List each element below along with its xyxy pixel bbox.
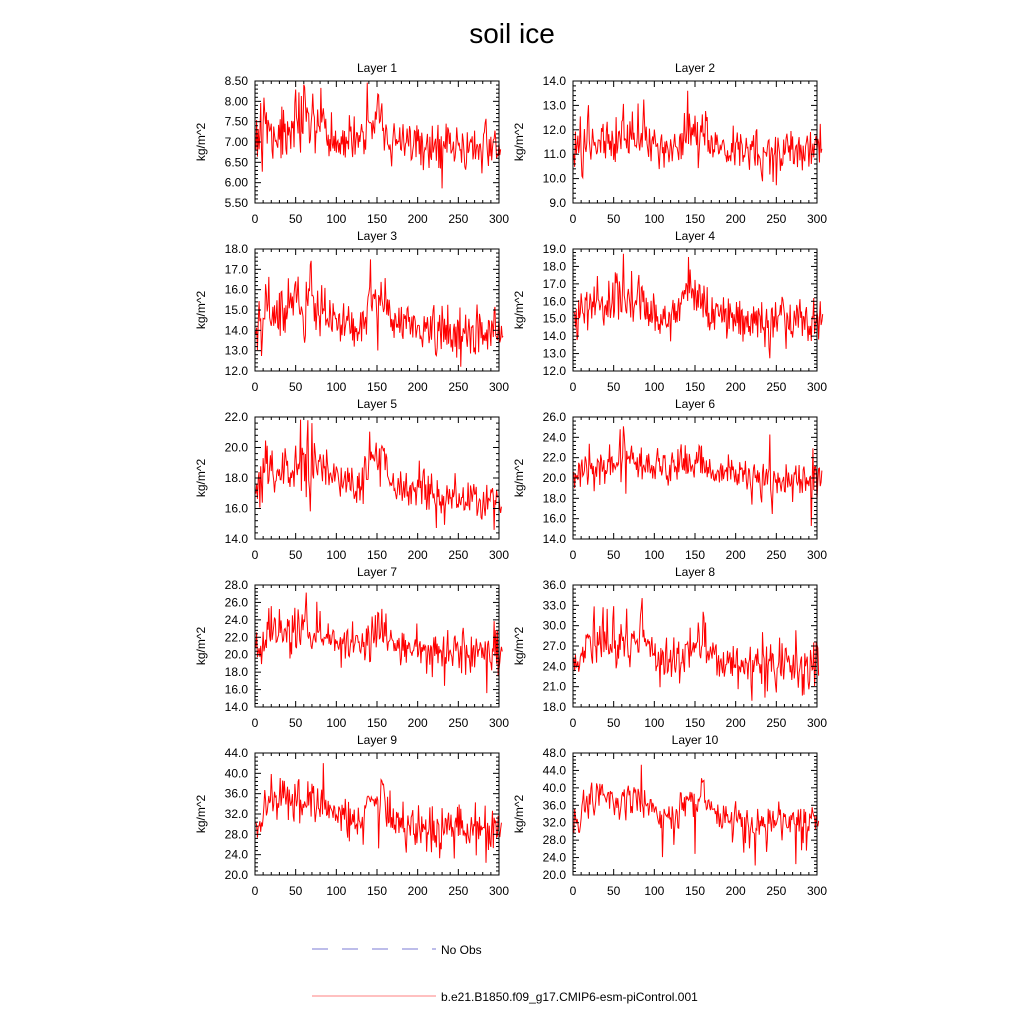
x-tick-label-layer-7-5: 250 (448, 716, 469, 730)
series-line-layer-6 (574, 426, 822, 526)
y-tick-label-layer-4-1: 13.0 (542, 346, 566, 361)
x-tick-label-layer-5-2: 100 (326, 548, 347, 562)
y-axis-label-layer-5: kg/m^2 (194, 458, 208, 498)
y-axis-label-layer-4: kg/m^2 (512, 290, 526, 330)
plot-frame-layer-9 (255, 753, 499, 875)
x-tick-label-layer-4-6: 300 (806, 380, 828, 394)
x-tick-label-layer-1-1: 50 (288, 212, 303, 226)
x-tick-label-layer-4-3: 150 (684, 380, 706, 394)
legend-item-no-obs (312, 943, 482, 957)
x-tick-label-layer-10-5: 250 (766, 884, 787, 898)
panel-title-layer-2: Layer 2 (674, 61, 716, 75)
series-line-layer-2 (574, 91, 822, 185)
y-tick-label-layer-8-5: 33.0 (542, 598, 566, 613)
x-tick-label-layer-5-0: 0 (251, 548, 259, 562)
legend-label-no-obs: No Obs (441, 943, 482, 957)
x-tick-label-layer-3-4: 200 (407, 380, 428, 394)
y-tick-label-layer-3-3: 15.0 (224, 303, 248, 317)
x-tick-label-layer-1-3: 150 (366, 212, 388, 226)
y-tick-label-layer-4-3: 15.0 (542, 311, 566, 326)
x-tick-label-layer-9-0: 0 (251, 884, 259, 898)
x-tick-label-layer-5-5: 250 (448, 548, 469, 562)
x-tick-label-layer-10-3: 150 (684, 884, 706, 898)
x-tick-label-layer-1-0: 0 (251, 212, 259, 226)
x-tick-label-layer-5-6: 300 (488, 548, 510, 562)
x-tick-label-layer-3-0: 0 (251, 380, 259, 394)
series-line-layer-4 (574, 254, 823, 359)
y-tick-label-layer-3-1: 13.0 (224, 343, 248, 358)
y-tick-label-layer-10-1: 24.0 (542, 850, 566, 865)
y-tick-label-layer-2-4: 13.0 (542, 98, 566, 113)
x-tick-label-layer-10-6: 300 (806, 884, 828, 898)
y-tick-label-layer-8-1: 21.0 (542, 679, 566, 694)
y-tick-label-layer-10-6: 44.0 (542, 763, 566, 778)
x-tick-label-layer-7-4: 200 (407, 716, 428, 730)
x-tick-label-layer-10-1: 50 (606, 884, 621, 898)
x-tick-label-layer-3-3: 150 (366, 380, 388, 394)
y-axis-label-layer-8: kg/m^2 (512, 626, 526, 666)
panel-layer-4 (512, 229, 827, 394)
y-tick-label-layer-4-7: 19.0 (542, 242, 566, 256)
x-tick-label-layer-6-1: 50 (606, 548, 621, 562)
y-tick-label-layer-5-0: 14.0 (224, 532, 248, 546)
x-tick-label-layer-8-2: 100 (644, 716, 665, 730)
series-line-layer-8 (574, 598, 819, 701)
y-tick-label-layer-9-2: 28.0 (224, 827, 248, 842)
y-tick-label-layer-1-5: 8.00 (224, 94, 248, 109)
y-tick-label-layer-5-2: 18.0 (224, 471, 248, 485)
panel-title-layer-6: Layer 6 (674, 397, 716, 411)
series-line-layer-5 (256, 420, 502, 530)
y-tick-label-layer-5-4: 22.0 (224, 410, 248, 424)
y-tick-label-layer-4-4: 16.0 (542, 294, 566, 309)
y-tick-label-layer-10-3: 32.0 (542, 815, 566, 830)
y-tick-label-layer-2-0: 9.0 (549, 196, 566, 210)
y-axis-label-layer-1: kg/m^2 (194, 122, 208, 162)
y-axis-label-layer-3: kg/m^2 (194, 290, 208, 330)
x-tick-label-layer-2-0: 0 (569, 212, 577, 226)
x-tick-label-layer-8-5: 250 (766, 716, 787, 730)
y-axis-label-layer-6: kg/m^2 (512, 458, 526, 498)
series-line-layer-7 (256, 593, 502, 694)
y-tick-label-layer-7-5: 24.0 (224, 612, 248, 627)
y-tick-label-layer-6-5: 24.0 (542, 430, 566, 445)
series-line-layer-10 (574, 765, 819, 866)
panel-title-layer-5: Layer 5 (356, 397, 398, 411)
panel-layer-3 (194, 229, 509, 394)
x-tick-label-layer-10-4: 200 (725, 884, 746, 898)
y-tick-label-layer-8-2: 24.0 (542, 659, 566, 674)
x-tick-label-layer-2-6: 300 (806, 212, 828, 226)
x-tick-label-layer-3-2: 100 (326, 380, 347, 394)
y-tick-label-layer-7-4: 22.0 (224, 630, 248, 645)
y-tick-label-layer-3-6: 18.0 (224, 242, 248, 256)
x-tick-label-layer-1-2: 100 (326, 212, 347, 226)
x-tick-label-layer-5-4: 200 (407, 548, 428, 562)
x-tick-label-layer-3-1: 50 (288, 380, 303, 394)
y-tick-label-layer-3-0: 12.0 (224, 364, 248, 378)
x-tick-label-layer-9-2: 100 (326, 884, 347, 898)
y-tick-label-layer-2-1: 10.0 (542, 171, 566, 186)
y-tick-label-layer-1-3: 7.00 (224, 135, 248, 149)
panel-layer-2 (512, 61, 827, 226)
panel-layer-6 (512, 397, 827, 562)
x-tick-label-layer-2-5: 250 (766, 212, 787, 226)
x-tick-label-layer-7-0: 0 (251, 716, 259, 730)
y-tick-label-layer-2-2: 11.0 (543, 147, 566, 162)
x-tick-label-layer-3-6: 300 (488, 380, 510, 394)
x-tick-label-layer-9-6: 300 (488, 884, 510, 898)
x-tick-label-layer-8-1: 50 (606, 716, 621, 730)
y-tick-label-layer-2-5: 14.0 (542, 74, 566, 88)
x-tick-label-layer-4-4: 200 (725, 380, 746, 394)
y-tick-label-layer-6-6: 26.0 (542, 410, 566, 424)
x-tick-label-layer-4-0: 0 (569, 380, 577, 394)
y-tick-label-layer-9-1: 24.0 (224, 847, 248, 862)
y-tick-label-layer-9-4: 36.0 (224, 786, 248, 801)
legend (312, 943, 698, 1004)
x-tick-label-layer-4-2: 100 (644, 380, 665, 394)
y-tick-label-layer-7-1: 16.0 (224, 682, 248, 697)
legend-label-model-run: b.e21.B1850.f09_g17.CMIP6-esm-piControl.001 (441, 990, 698, 1004)
x-tick-label-layer-6-0: 0 (569, 548, 577, 562)
y-tick-label-layer-3-2: 14.0 (224, 323, 248, 338)
x-tick-label-layer-9-3: 150 (366, 884, 388, 898)
x-tick-label-layer-2-2: 100 (644, 212, 665, 226)
y-tick-label-layer-10-4: 36.0 (542, 798, 566, 813)
y-tick-label-layer-6-1: 16.0 (542, 511, 566, 526)
x-tick-label-layer-9-5: 250 (448, 884, 469, 898)
figure-title: soil ice (469, 18, 555, 49)
x-tick-label-layer-1-4: 200 (407, 212, 428, 226)
y-tick-label-layer-6-4: 22.0 (542, 450, 566, 465)
y-tick-label-layer-6-2: 18.0 (542, 491, 566, 506)
x-tick-label-layer-6-5: 250 (766, 548, 787, 562)
x-tick-label-layer-7-2: 100 (326, 716, 347, 730)
x-tick-label-layer-3-5: 250 (448, 380, 469, 394)
y-tick-label-layer-1-1: 6.00 (224, 175, 248, 190)
y-tick-label-layer-7-0: 14.0 (224, 700, 248, 714)
y-axis-label-layer-7: kg/m^2 (194, 626, 208, 666)
series-line-layer-9 (256, 763, 502, 863)
panel-title-layer-3: Layer 3 (356, 229, 398, 243)
x-tick-label-layer-7-3: 150 (366, 716, 388, 730)
panel-title-layer-10: Layer 10 (671, 733, 719, 747)
y-tick-label-layer-7-3: 20.0 (224, 647, 248, 662)
y-tick-label-layer-9-5: 40.0 (224, 766, 248, 781)
y-tick-label-layer-10-0: 20.0 (542, 868, 566, 882)
y-tick-label-layer-3-4: 16.0 (224, 282, 248, 297)
x-tick-label-layer-8-6: 300 (806, 716, 828, 730)
y-tick-label-layer-4-0: 12.0 (542, 364, 566, 378)
y-axis-label-layer-2: kg/m^2 (512, 122, 526, 162)
y-tick-label-layer-1-4: 7.50 (224, 114, 248, 129)
y-tick-label-layer-5-1: 16.0 (224, 501, 248, 516)
panel-layer-5 (194, 397, 509, 562)
y-tick-label-layer-8-3: 27.0 (542, 639, 566, 653)
x-tick-label-layer-6-6: 300 (806, 548, 828, 562)
y-tick-label-layer-1-0: 5.50 (224, 196, 248, 210)
panel-title-layer-7: Layer 7 (356, 565, 398, 579)
x-tick-label-layer-8-0: 0 (569, 716, 577, 730)
panel-layer-1 (194, 61, 509, 226)
panel-title-layer-4: Layer 4 (674, 229, 716, 243)
x-tick-label-layer-2-1: 50 (606, 212, 621, 226)
x-tick-label-layer-2-3: 150 (684, 212, 706, 226)
series-line-layer-3 (256, 259, 503, 366)
y-tick-label-layer-5-3: 20.0 (224, 440, 248, 455)
x-tick-label-layer-4-1: 50 (606, 380, 621, 394)
x-tick-label-layer-10-2: 100 (644, 884, 665, 898)
panel-grid (194, 61, 827, 898)
y-tick-label-layer-9-0: 20.0 (224, 868, 248, 882)
y-tick-label-layer-8-6: 36.0 (542, 578, 566, 592)
y-tick-label-layer-1-6: 8.50 (224, 74, 248, 88)
x-tick-label-layer-6-3: 150 (684, 548, 706, 562)
x-tick-label-layer-7-6: 300 (488, 716, 510, 730)
x-tick-label-layer-6-2: 100 (644, 548, 665, 562)
x-tick-label-layer-5-3: 150 (366, 548, 388, 562)
x-tick-label-layer-8-3: 150 (684, 716, 706, 730)
panel-layer-10 (512, 733, 827, 898)
panel-title-layer-8: Layer 8 (674, 565, 716, 579)
panel-layer-7 (194, 565, 509, 730)
y-tick-label-layer-3-5: 17.0 (224, 262, 248, 277)
y-tick-label-layer-4-2: 14.0 (542, 329, 566, 344)
y-tick-label-layer-4-6: 18.0 (542, 259, 566, 274)
y-tick-label-layer-2-3: 12.0 (542, 122, 566, 137)
y-axis-label-layer-10: kg/m^2 (512, 794, 526, 834)
y-tick-label-layer-9-6: 44.0 (224, 746, 248, 760)
y-axis-label-layer-9: kg/m^2 (194, 794, 208, 834)
x-tick-label-layer-9-1: 50 (288, 884, 303, 898)
x-tick-label-layer-9-4: 200 (407, 884, 428, 898)
panel-layer-8 (512, 565, 827, 730)
y-tick-label-layer-10-2: 28.0 (542, 833, 566, 848)
y-tick-label-layer-7-2: 18.0 (224, 665, 248, 680)
y-tick-label-layer-10-7: 48.0 (542, 746, 566, 760)
x-tick-label-layer-5-1: 50 (288, 548, 303, 562)
x-tick-label-layer-1-6: 300 (488, 212, 510, 226)
x-tick-label-layer-2-4: 200 (725, 212, 746, 226)
legend-item-model-run (312, 990, 698, 1004)
y-tick-label-layer-8-4: 30.0 (542, 618, 566, 633)
x-tick-label-layer-4-5: 250 (766, 380, 787, 394)
y-tick-label-layer-9-3: 32.0 (224, 807, 248, 821)
x-tick-label-layer-6-4: 200 (725, 548, 746, 562)
y-tick-label-layer-7-7: 28.0 (224, 578, 248, 592)
panel-title-layer-9: Layer 9 (356, 733, 398, 747)
y-tick-label-layer-10-5: 40.0 (542, 780, 566, 795)
y-tick-label-layer-6-3: 20.0 (542, 471, 566, 485)
y-tick-label-layer-1-2: 6.50 (224, 155, 248, 170)
y-tick-label-layer-4-5: 17.0 (542, 276, 566, 291)
y-tick-label-layer-7-6: 26.0 (224, 595, 248, 610)
x-tick-label-layer-8-4: 200 (725, 716, 746, 730)
y-tick-label-layer-8-0: 18.0 (542, 700, 566, 714)
panel-layer-9 (194, 733, 509, 898)
series-line-layer-1 (256, 83, 501, 189)
panel-title-layer-1: Layer 1 (356, 61, 398, 75)
y-tick-label-layer-6-0: 14.0 (542, 532, 566, 546)
plot-frame-layer-6 (573, 417, 817, 539)
x-tick-label-layer-1-5: 250 (448, 212, 469, 226)
x-tick-label-layer-10-0: 0 (569, 884, 577, 898)
x-tick-label-layer-7-1: 50 (288, 716, 303, 730)
